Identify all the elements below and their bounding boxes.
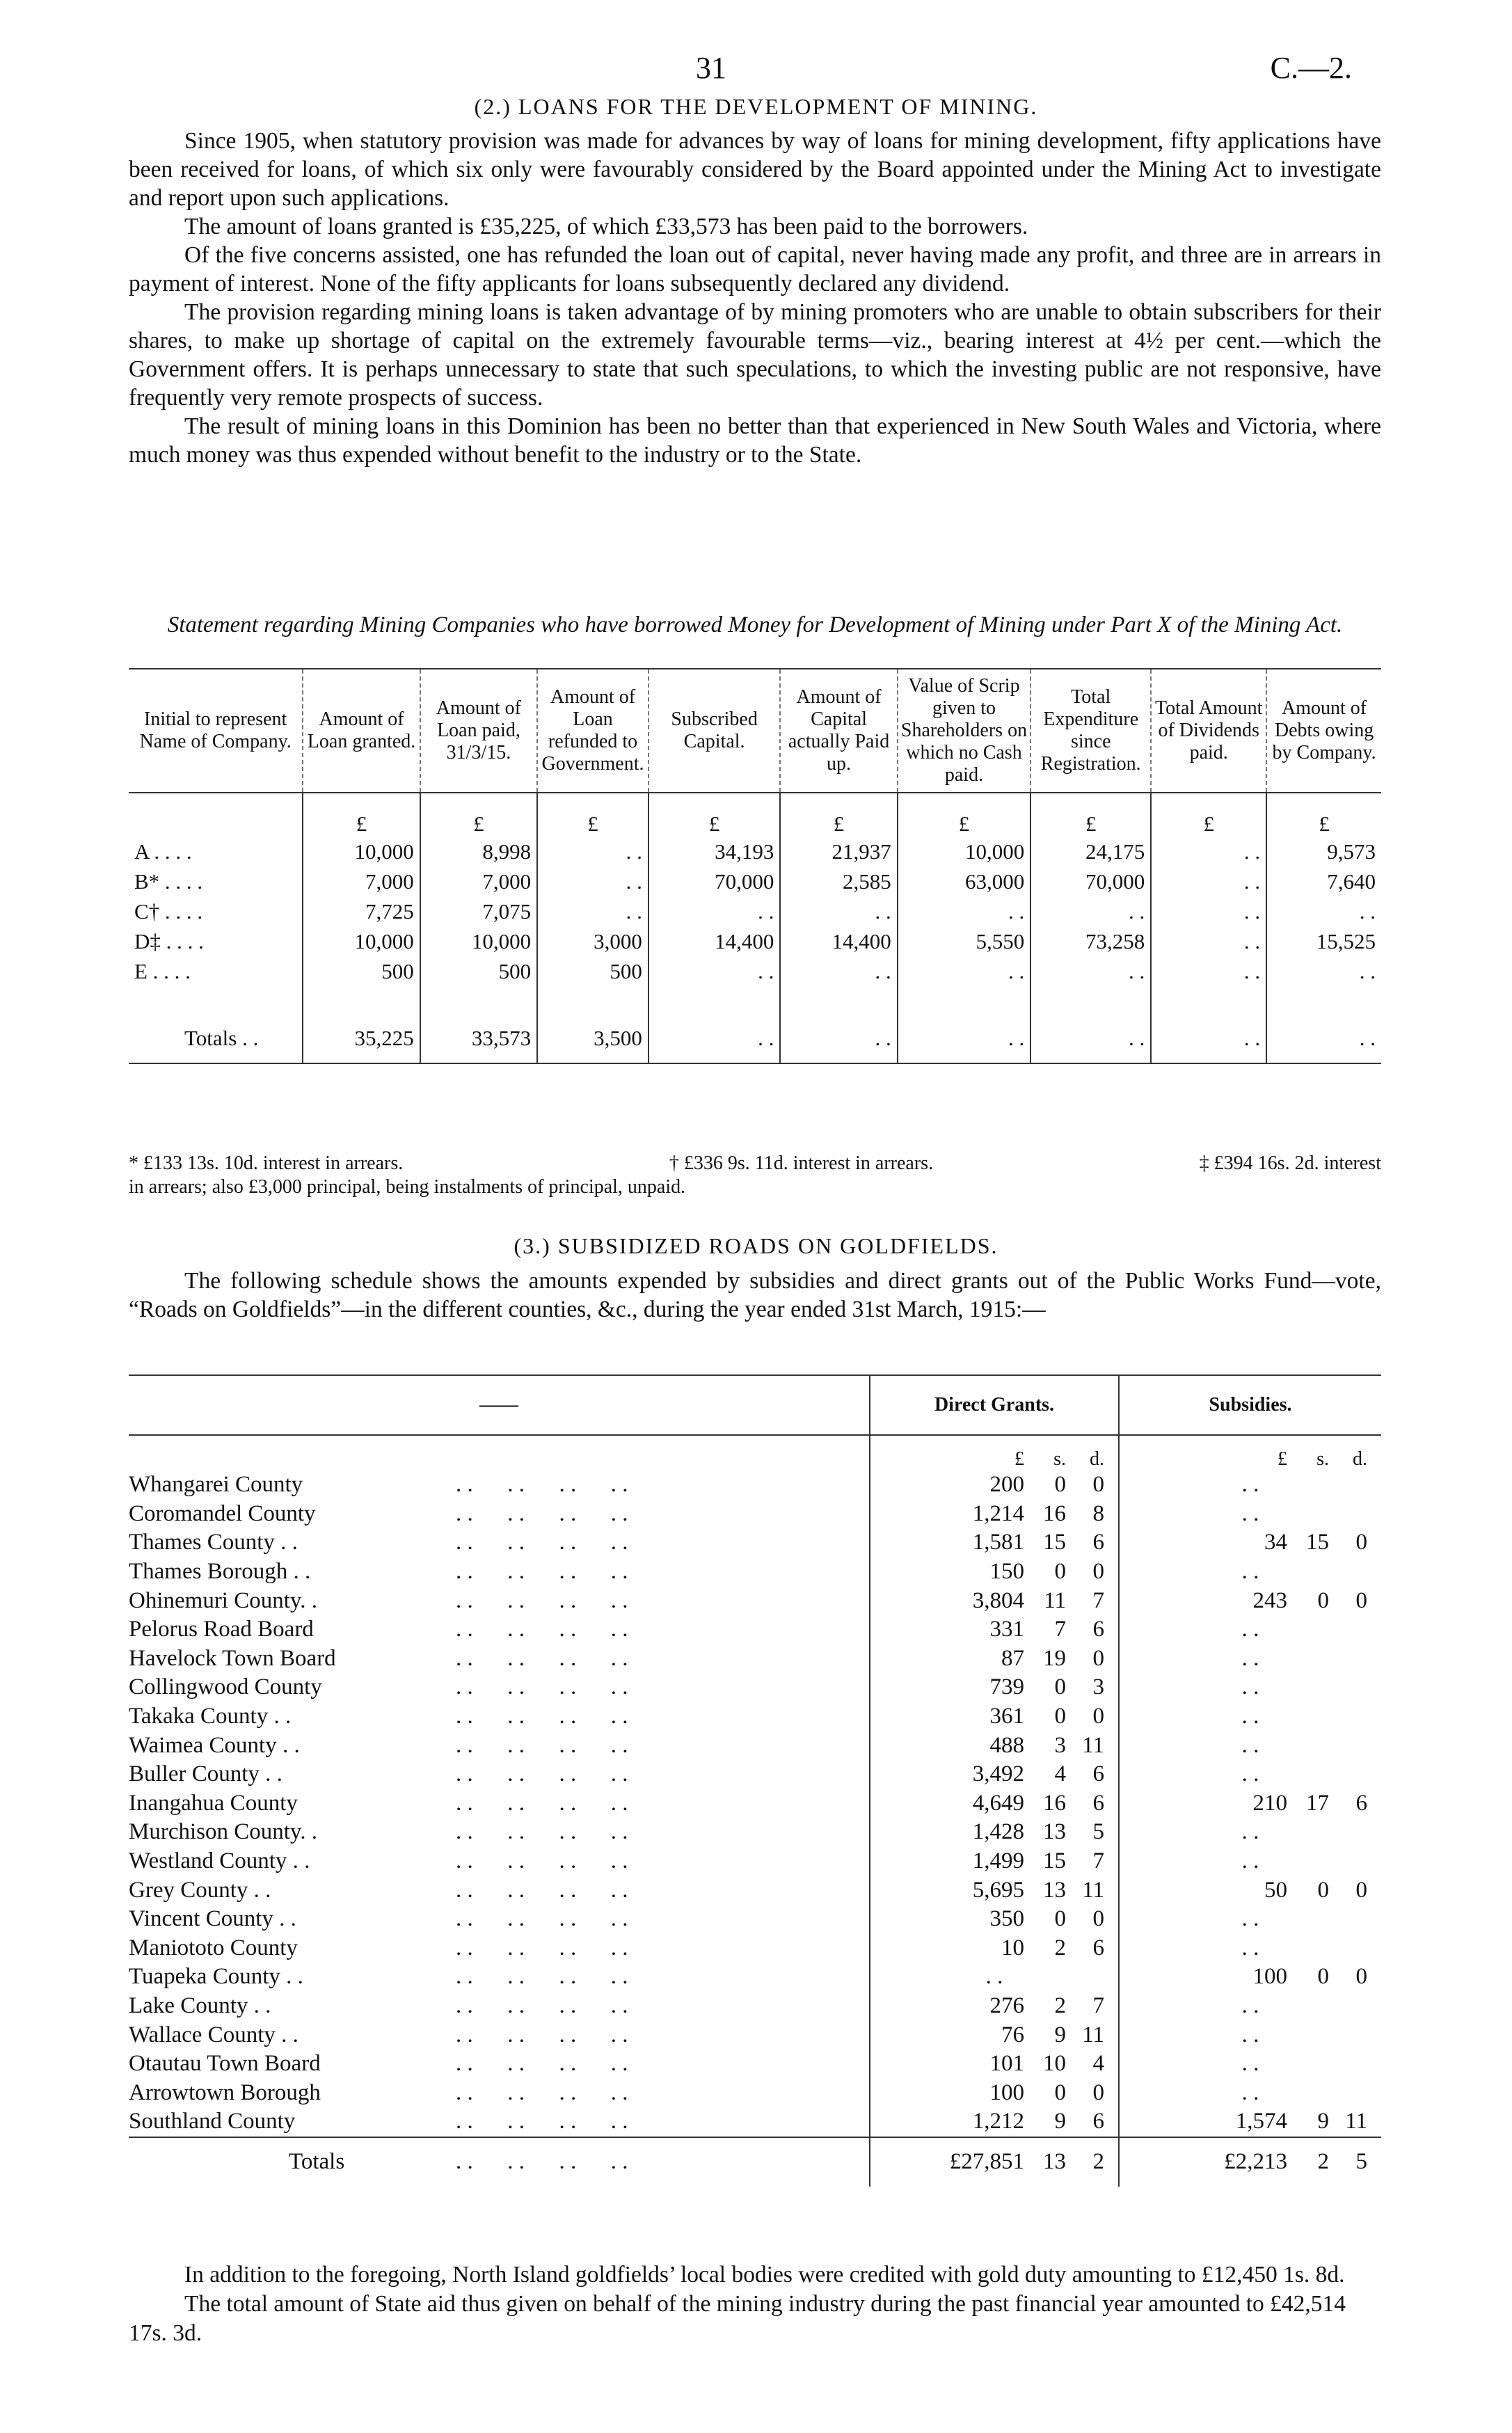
county-name: Takaka County . . <box>129 1704 292 1729</box>
paragraph: The amount of loans granted is £35,225, of which £33,573 has been paid to the borrowers. <box>184 214 1028 239</box>
county-name: Arrowtown Borough <box>129 2079 321 2105</box>
table-row: Murchison County. . . . . . . . . . 1,428 13 5 . . <box>129 1818 1381 1847</box>
table-row: D‡ . . . . 10,000 10,000 3,000 14,400 14,400 5,550 73,258 . . 15,525 <box>129 926 1381 956</box>
table-row: Wallace County . . . . . . . . . . 76 9 11 . . <box>129 2020 1381 2050</box>
col-capital-paid: Amount of Capital actually Paid up. <box>780 669 897 793</box>
paragraph: Of the five concerns assisted, one has refunded the loan out of capital, never having made any profit, and three are in arrears in payment of interest. None of the fifty applicants for loans subsequently declared any dividend. <box>129 242 1381 296</box>
table-row: Otautau Town Board . . . . . . . . 101 10 4 . . <box>129 2050 1381 2079</box>
county-name: Wallace County . . <box>129 2022 299 2047</box>
col-scrip-value: Value of Scrip given to Shareholders on which no Cash paid. <box>898 669 1030 793</box>
footnote: ‡ £394 16s. 2d. interest <box>1199 1152 1381 1174</box>
county-name: Vincent County . . <box>129 1906 296 1932</box>
mining-loans-table <box>129 668 1381 1064</box>
footnote-continuation: in arrears; also £3,000 principal, being instalments of principal, unpaid. <box>129 1176 686 1198</box>
county-name: Tuapeka County . . <box>129 1964 303 1990</box>
section-3-title: (3.) SUBSIDIZED ROADS ON GOLDFIELDS. <box>514 1233 998 1258</box>
county-name: Grey County . . <box>129 1877 271 1903</box>
paragraph: In addition to the foregoing, North Island goldfields’ local bodies were credited with gold duty amounting to £12,450 1s. 8d. <box>184 2262 1345 2288</box>
paragraph: The total amount of State aid thus given on behalf of the mining industry during the past financial year amounted to £42,514 17s. 3d. <box>129 2291 1346 2346</box>
footnote: † £336 9s. 11d. interest in arrears. <box>669 1152 934 1174</box>
county-name: Otautau Town Board <box>129 2051 321 2077</box>
table-row: Thames County . . . . . . . . . . 1,581 15 6 34 15 0 <box>129 1528 1381 1558</box>
footnote: * £133 13s. 10d. interest in arrears. <box>129 1152 404 1174</box>
county-name: Whangarei County <box>129 1472 303 1498</box>
paragraph: Since 1905, when statutory provision was made for advances by way of loans for mining development, fifty applications have been received for loans, of which six only were favourably considered by the Board appointed under the Mining Act to investigate and report upon such applications. <box>129 128 1381 211</box>
county-name: Collingwood County <box>129 1674 322 1700</box>
county-name: Southland County <box>129 2109 296 2134</box>
col-loan-refunded: Amount of Loan refunded to Government. <box>537 669 648 793</box>
units-row: £ £ £ £ £ £ £ £ £ <box>129 793 1381 837</box>
col-subscribed-capital: Subscribed Capital. <box>648 669 780 793</box>
table-row: Pelorus Road Board . . . . . . . . 331 7 6 . . <box>129 1615 1381 1645</box>
table-row: A . . . . 10,000 8,998 . . 34,193 21,937 10,000 24,175 . . 9,573 <box>129 837 1381 866</box>
table-row: Lake County . . . . . . . . . . 276 2 7 . . <box>129 1992 1381 2021</box>
col-loan-granted: Amount of Loan granted. <box>303 669 420 793</box>
table-header-row <box>129 1375 1381 1435</box>
county-name: Pelorus Road Board <box>129 1617 314 1642</box>
col-loan-paid: Amount of Loan paid, 31/3/15. <box>420 669 537 793</box>
section-2-title: (2.) LOANS FOR THE DEVELOPMENT OF MINING. <box>474 94 1038 119</box>
table-caption: Statement regarding Mining Companies who have borrowed Money for Development of Mining under Part X of the Mining Act. <box>167 612 1343 637</box>
col-dividends: Total Amount of Dividends paid. <box>1151 669 1266 793</box>
col-total-expenditure: Total Expenditure since Registration. <box>1030 669 1151 793</box>
table-row: Collingwood County . . . . . . . . 739 0 3 . . <box>129 1673 1381 1702</box>
county-name: Coromandel County <box>129 1500 316 1526</box>
col-blank: —— <box>129 1375 870 1435</box>
table-row: C† . . . . 7,725 7,075 . . . . . . . . . . . . . . <box>129 896 1381 926</box>
county-name: Thames Borough . . <box>129 1559 311 1585</box>
table-row: Maniototo County . . . . . . . . 10 2 6 . . <box>129 1934 1381 1963</box>
totals-row: Totals . . 35,225 33,573 3,500 . . . . . . . . . . . . <box>129 1014 1381 1063</box>
table-row: Grey County . . . . . . . . . . 5,695 13 11 50 0 0 <box>129 1876 1381 1905</box>
page-number: 31 <box>696 51 726 85</box>
county-name: Havelock Town Board <box>129 1645 336 1671</box>
county-name: Ohinemuri County. . <box>129 1587 318 1613</box>
section-3-intro: The following schedule shows the amounts expended by subsidies and direct grants out of the Public Works Fund—vote, “Roads on Goldfields”—in the different counties, &c., during the year ended 31st March, 1915:— <box>129 1268 1381 1322</box>
table-row: E . . . . 500 500 500 . . . . . . . . . . . . <box>129 956 1381 986</box>
table-row: Takaka County . . . . . . . . . . 361 0 0 . . <box>129 1702 1381 1731</box>
county-name: Maniototo County <box>129 1935 298 1960</box>
table-row: Havelock Town Board . . . . . . . . 87 19 0 . . <box>129 1645 1381 1674</box>
county-name: Waimea County . . <box>129 1732 300 1758</box>
table-header-row <box>129 669 1381 793</box>
table-row: Arrowtown Borough . . . . . . . . 100 0 0 . . <box>129 2078 1381 2107</box>
table-row: Tuapeka County . . . . . . . . . . . . 100 0 0 <box>129 1963 1381 1992</box>
table-footnotes <box>129 1152 1381 1199</box>
table-row: Vincent County . . . . . . . . . . 350 0 0 . . <box>129 1905 1381 1934</box>
county-name: Murchison County. . <box>129 1819 318 1845</box>
county-name: Inangahua County <box>129 1790 298 1816</box>
table-row: Buller County . . . . . . . . . . 3,492 4 6 . . <box>129 1760 1381 1789</box>
closing-text <box>129 2260 1381 2348</box>
table-row: Coromandel County . . . . . . . . 1,214 16 8 . . <box>129 1500 1381 1529</box>
section-2-text <box>129 127 1381 469</box>
table-row: Southland County . . . . . . . . 1,212 9 6 1,574 9 11 <box>129 2107 1381 2137</box>
col-company: Initial to represent Name of Company. <box>139 708 292 752</box>
totals-row: Totals . . . . . . . . £27,851 13 2 £2,213 2 5 <box>129 2137 1381 2187</box>
table-row: Inangahua County . . . . . . . . 4,649 16 6 210 17 6 <box>129 1789 1381 1818</box>
county-name: Thames County . . <box>129 1530 298 1555</box>
col-debts: Amount of Debts owing by Company. <box>1266 669 1381 793</box>
units-row: £ s. d. £ s. d. <box>129 1435 1381 1471</box>
table-row: Waimea County . . . . . . . . . . 488 3 11 . . <box>129 1731 1381 1760</box>
county-name: Westland County . . <box>129 1848 310 1874</box>
subsidized-roads-table <box>129 1374 1381 2187</box>
paragraph: The provision regarding mining loans is taken advantage of by mining promoters who are unable to obtain subscribers for their shares, to make up shortage of capital on the extremely favourable terms—viz., bearing interest at 4½ per cent.—which the Government offers. It is perhaps unnecessary to state that such speculations, to which the investing public are not responsive, have frequently very remote prospects of success. <box>129 299 1381 411</box>
county-name: Lake County . . <box>129 1992 271 2018</box>
table-row: Ohinemuri County. . . . . . . . . . 3,804 11 7 243 0 0 <box>129 1586 1381 1615</box>
col-subsidies: Subsidies. <box>1119 1375 1381 1435</box>
document-code: C.—2. <box>1270 51 1352 85</box>
table-row: Thames Borough . . . . . . . . . . 150 0 0 . . <box>129 1558 1381 1587</box>
table-row: Westland County . . . . . . . . . . 1,499 15 7 . . <box>129 1847 1381 1876</box>
county-name: Buller County . . <box>129 1761 282 1787</box>
page-header <box>0 50 1512 92</box>
col-direct-grants: Direct Grants. <box>870 1375 1119 1435</box>
paragraph: The result of mining loans in this Dominion has been no better than that experienced in New South Wales and Victoria, where much money was thus expended without benefit to the industry or to the State. <box>129 413 1381 468</box>
table-row: Whangarei County . . . . . . . . 200 0 0 . . <box>129 1471 1381 1500</box>
table-row: B* . . . . 7,000 7,000 . . 70,000 2,585 63,000 70,000 . . 7,640 <box>129 866 1381 896</box>
